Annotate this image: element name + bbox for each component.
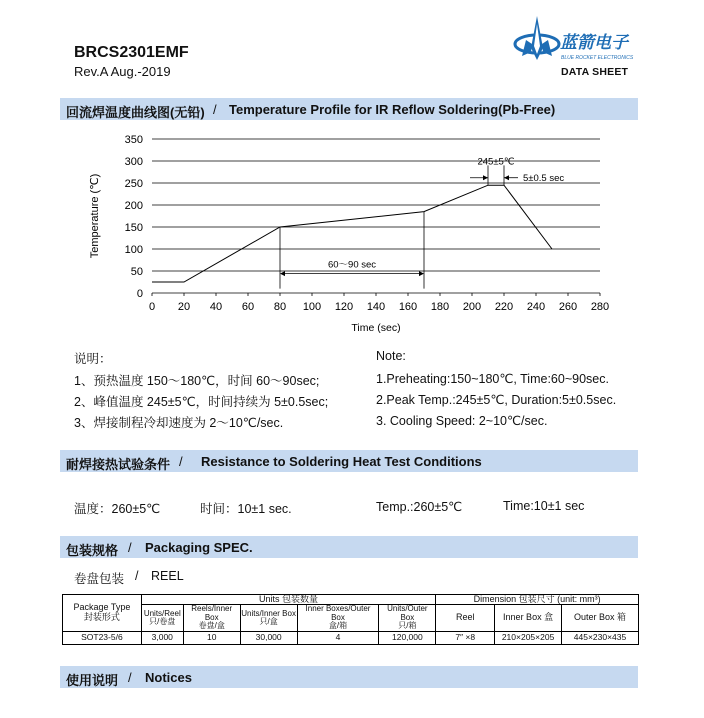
y-tick-label: 150 xyxy=(124,222,143,234)
arrowhead-left-icon xyxy=(504,175,509,180)
x-tick-label: 100 xyxy=(302,301,322,313)
arrowhead-left-icon xyxy=(280,271,285,276)
section-separator: / xyxy=(128,670,132,685)
part-number: BRCS2301EMF xyxy=(74,44,189,61)
y-tick-label: 300 xyxy=(124,156,143,168)
heat-test-temp-cn: 温度：260±5℃ xyxy=(74,502,161,516)
x-tick-label: 180 xyxy=(430,301,450,313)
col-inner-outer: Inner Boxes/Outer Box 盒/箱 xyxy=(297,605,379,631)
note-en-2: 2.Peak Temp.:245±5℃, Duration:5±0.5sec. xyxy=(376,393,617,407)
section-title-en: Packaging SPEC. xyxy=(145,540,253,555)
section-title-en: Notices xyxy=(145,670,192,685)
cell-inner-outer: 4 xyxy=(297,631,379,644)
dimension-header: Dimension 包装尺寸 (unit: mm³) xyxy=(436,595,639,605)
section-header-heat-test xyxy=(60,450,638,472)
doc-type-label: DATA SHEET xyxy=(561,66,629,78)
units-header: Units 包装数量 xyxy=(141,595,436,605)
reel-label-cn: 卷盘包装 xyxy=(74,572,125,586)
logo-english-text: BLUE ROCKET ELECTRONICS xyxy=(561,55,634,61)
rocket-logo-icon xyxy=(515,16,559,60)
arrowhead-right-icon xyxy=(419,271,424,276)
company-logo xyxy=(512,14,642,70)
x-tick-label: 140 xyxy=(366,301,386,313)
table-row xyxy=(63,631,639,644)
y-axis-label: Temperature (℃) xyxy=(89,173,101,259)
x-tick-label: 0 xyxy=(148,301,156,313)
col-units-inner: Units/Inner Box 只/盒 xyxy=(240,605,297,631)
section-header-notices xyxy=(60,666,638,688)
revision: Rev.A Aug.-2019 xyxy=(74,64,171,79)
heat-test-time-en: Time:10±1 sec xyxy=(503,499,585,513)
arrowhead-right-icon xyxy=(483,175,488,180)
notes-title-en: Note: xyxy=(376,349,406,363)
section-title-cn: 回流焊温度曲线图(无铅) xyxy=(66,105,205,120)
x-tick-label: 40 xyxy=(209,301,223,313)
col-dim-inner: Inner Box 盒 xyxy=(495,605,562,631)
cell-units-outer: 120,000 xyxy=(379,631,436,644)
section-title-en: Resistance to Soldering Heat Test Conditions xyxy=(201,454,482,469)
packaging-table xyxy=(62,594,639,645)
cell-reels-inner: 10 xyxy=(183,631,240,644)
peak-temp-label: 245±5℃ xyxy=(477,156,515,168)
section-header-reflow xyxy=(60,98,638,120)
cell-units-reel: 3,000 xyxy=(141,631,183,644)
section-separator: / xyxy=(213,102,217,117)
y-tick-label: 0 xyxy=(136,288,143,300)
x-tick-label: 260 xyxy=(558,301,578,313)
reflow-profile-chart xyxy=(80,128,620,340)
heat-test-time-cn: 时间：10±1 sec. xyxy=(200,502,292,516)
x-tick-label: 80 xyxy=(273,301,287,313)
cell-units-inner: 30,000 xyxy=(240,631,297,644)
reel-label-separator: / xyxy=(135,569,139,583)
x-tick-label: 240 xyxy=(526,301,546,313)
col-units-reel: Units/Reel 只/卷盘 xyxy=(141,605,183,631)
heat-test-temp-en: Temp.:260±5℃ xyxy=(376,500,463,514)
section-title-cn: 包装规格 xyxy=(66,543,119,558)
note-en-1: 1.Preheating:150~180℃, Time:60~90sec. xyxy=(376,372,609,386)
note-en-3: 3. Cooling Speed: 2~10℃/sec. xyxy=(376,414,548,428)
y-tick-label: 250 xyxy=(124,178,143,190)
peak-duration-label: 5±0.5 sec xyxy=(523,173,565,185)
note-cn-2: 2、峰值温度 245±5℃，时间持续为 5±0.5sec; xyxy=(74,395,329,409)
reel-label-en: REEL xyxy=(151,569,184,583)
x-tick-label: 20 xyxy=(177,301,191,313)
x-tick-label: 200 xyxy=(462,301,482,313)
x-tick-label: 60 xyxy=(241,301,255,313)
x-axis-label: Time (sec) xyxy=(351,322,401,334)
logo-chinese-text: 蓝箭电子 xyxy=(560,33,628,52)
note-cn-1: 1、预热温度 150～180℃，时间 60～90sec; xyxy=(74,374,320,388)
section-separator: / xyxy=(128,540,132,555)
section-title-cn: 耐焊接热试验条件 xyxy=(66,457,171,472)
package-type-header: Package Type 封装形式 xyxy=(63,595,142,632)
x-tick-label: 220 xyxy=(494,301,514,313)
cell-inner-box: 210×205×205 xyxy=(495,631,562,644)
y-tick-label: 350 xyxy=(124,134,143,146)
cell-reel: 7″ ×8 xyxy=(436,631,495,644)
x-tick-label: 280 xyxy=(590,301,610,313)
section-separator: / xyxy=(179,454,183,469)
y-tick-label: 50 xyxy=(130,266,143,278)
notes-title-cn: 说明： xyxy=(74,352,112,366)
note-cn-3: 3、焊接制程冷却速度为 2～10℃/sec. xyxy=(74,416,284,430)
section-header-packaging xyxy=(60,536,638,558)
col-dim-reel: Reel xyxy=(436,605,495,631)
x-tick-label: 120 xyxy=(334,301,354,313)
preheat-duration-label: 60～90 sec xyxy=(327,259,377,271)
col-dim-outer: Outer Box 箱 xyxy=(562,605,639,631)
cell-outer-box: 445×230×435 xyxy=(562,631,639,644)
y-tick-label: 100 xyxy=(124,244,143,256)
col-units-outer: Units/Outer Box 只/箱 xyxy=(379,605,436,631)
section-title-cn: 使用说明 xyxy=(66,673,119,688)
y-tick-label: 200 xyxy=(124,200,143,212)
cell-package: SOT23-5/6 xyxy=(63,631,142,644)
col-reels-inner: Reels/Inner Box 卷盘/盒 xyxy=(183,605,240,631)
x-tick-label: 160 xyxy=(398,301,418,313)
section-title-en: Temperature Profile for IR Reflow Soldering(Pb-Free) xyxy=(229,102,556,117)
